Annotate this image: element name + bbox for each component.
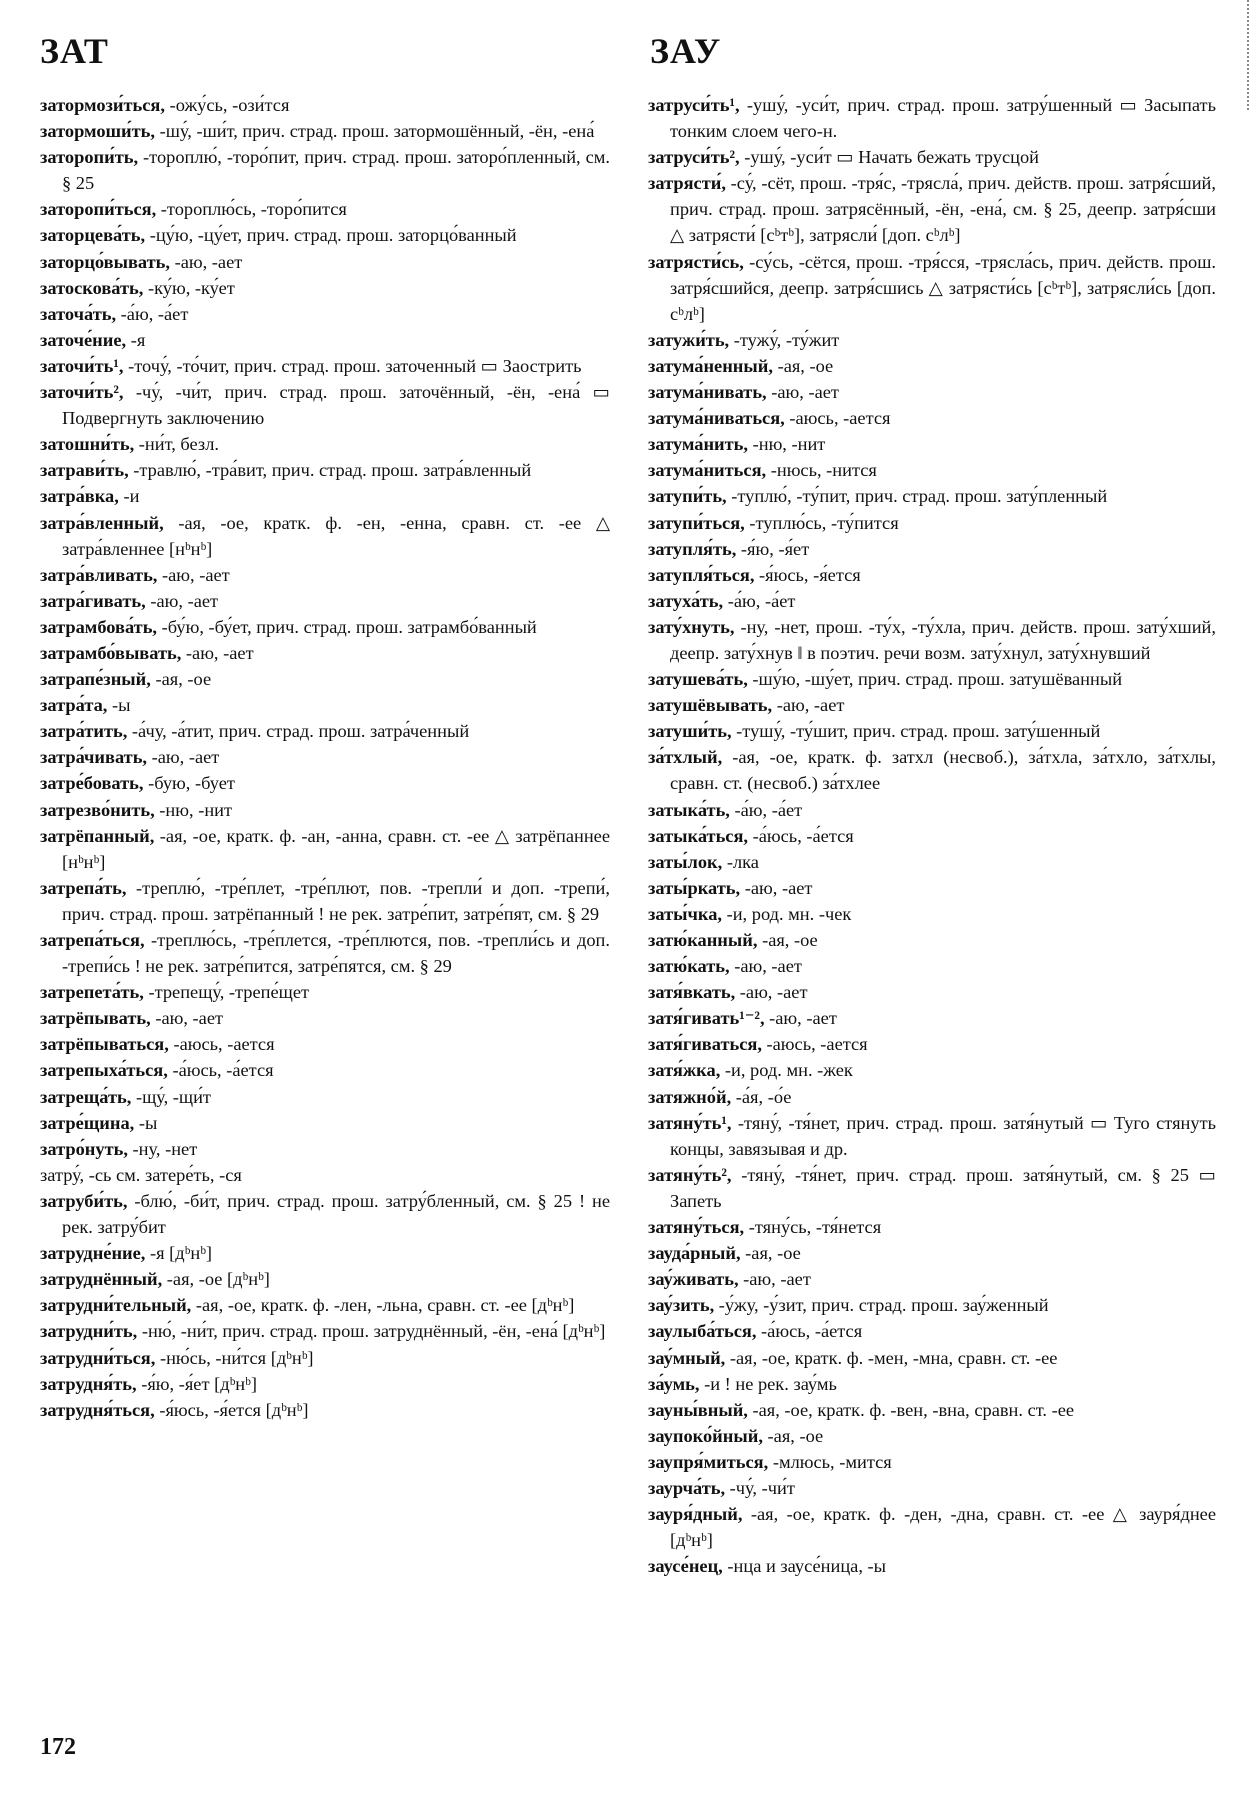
dictionary-entry (40, 718, 610, 744)
dictionary-entry (648, 744, 1216, 796)
entry-headword: затрамбова́ть, (40, 616, 158, 637)
entry-forms: -тяну́, -тя́нет, прич. страд. прош. затя́нутый, см. § 25 ▭ Запеть (670, 1164, 1216, 1211)
dictionary-entry (648, 1475, 1216, 1501)
dictionary-entry (648, 483, 1216, 509)
entry-forms: -ну, -нет, прош. -ту́х, -ту́хла, прич. действ. прош. зату́хший, деепр. зату́хнув ‖ в поэтич. речи возм. зату́хнул, зату́хнувший (670, 616, 1216, 663)
entry-headword: зату́хнуть, (648, 616, 735, 637)
right-running-head: ЗАУ (650, 31, 722, 71)
entry-headword: затре́щина, (40, 1112, 135, 1133)
entry-headword: затрудни́ться, (40, 1347, 156, 1368)
entry-forms: -у́жу, -у́зит, прич. страд. прош. зау́женный (714, 1295, 1049, 1316)
entry-forms: -блю́, -би́т, прич. страд. прош. затру́бленный, см. § 25 ! не рек. затру́бит (62, 1190, 610, 1238)
entry-headword: затра́чивать, (40, 747, 148, 768)
entry-forms: -а́я, -о́е (731, 1086, 792, 1107)
entry-headword: затума́нить, (648, 434, 748, 455)
entry-forms: -аю, -ает (181, 642, 254, 663)
entry-forms: -аю, -ает (772, 695, 845, 716)
entry-forms: -ая, -ое (740, 1243, 801, 1264)
entry-forms: -аю, -ает (147, 747, 220, 768)
entry-headword: затупи́ться, (648, 512, 745, 533)
entry-forms: -а́юсь, -а́ется (748, 825, 854, 846)
dictionary-entry (40, 927, 610, 979)
entry-headword: затро́нуть, (40, 1138, 128, 1159)
entry-headword: затушева́ть, (648, 669, 748, 690)
entry-forms: -треплю́, -тре́плет, -тре́плют, пов. -трепли́ и доп. -трепи́, прич. страд. прош. затрёпанный ! не рек. затре́пит, затре́пят, см. § 29 (62, 877, 610, 924)
dictionary-entry (648, 849, 1216, 875)
entry-headword: зауря́дный, (648, 1504, 743, 1525)
entry-headword: зау́зить, (648, 1295, 715, 1316)
dictionary-entry (648, 797, 1216, 823)
entry-forms: -ая, -ое, кратк. ф. -ен, -енна, сравн. ст. -ее △ затра́вленнее [нᵇнᵇ] (62, 512, 610, 559)
dictionary-entry (40, 1162, 610, 1188)
entry-headword: затрепета́ть, (40, 982, 144, 1003)
entry-headword: затруси́ть¹, (648, 95, 740, 115)
entry-headword: затрёпанный, (40, 825, 155, 846)
entry-headword: затяжно́й, (648, 1086, 732, 1107)
entry-headword: затра́тить, (40, 721, 128, 742)
dictionary-entry (40, 562, 610, 588)
dictionary-entry (648, 510, 1216, 536)
dictionary-entry (40, 1110, 610, 1136)
entry-forms: -ая, -ое (772, 355, 834, 376)
entry-headword: затума́нивать, (648, 382, 767, 403)
entry-headword: заты́лок, (648, 851, 723, 872)
entry-forms: -и ! не рек. зау́мь (699, 1373, 837, 1394)
entry-headword: затю́канный, (648, 930, 758, 950)
entry-forms: -и (118, 486, 140, 507)
entry-forms: -ни́т, безл. (134, 434, 219, 455)
entry-headword: зауда́рный, (648, 1243, 741, 1264)
entry-forms: -аю, -ает (766, 382, 839, 403)
entry-forms: -чу́, -чи́т (725, 1477, 795, 1498)
entry-headword: затума́ниться, (648, 460, 767, 481)
entry-forms: -ая, -ое, кратк. ф. -вен, -вна, сравн. ст. -ее (747, 1399, 1075, 1420)
entry-forms: -трепещу́, -трепе́щет (143, 982, 310, 1003)
entry-forms: -ы (134, 1112, 158, 1133)
dictionary-entry (648, 1345, 1216, 1371)
entry-headword: затра́вка, (40, 486, 119, 507)
entry-headword: затыка́ться, (648, 825, 749, 846)
dictionary-entry (40, 275, 610, 301)
entry-headword: затя́гивать¹⁻², (648, 1008, 765, 1029)
dictionary-entry (648, 170, 1216, 248)
dictionary-entry (648, 1423, 1216, 1449)
entry-forms: -бу́ю, -бу́ет, прич. страд. прош. затрамбо́ванный (157, 616, 537, 637)
entry-forms: -цу́ю, -цу́ет, прич. страд. прош. заторцо́ванный (145, 225, 517, 246)
dictionary-entry (40, 510, 610, 562)
entry-forms: -тяну́сь, -тя́нется (744, 1217, 882, 1238)
dictionary-entry (40, 1057, 610, 1083)
entry-headword: затяну́ть¹, (648, 1112, 732, 1133)
entry-forms: -туплю́сь, -ту́пится (744, 512, 899, 533)
entry-forms: затру́, -сь см. затере́ть, -ся (40, 1164, 242, 1185)
entry-forms: -травлю́, -тра́вит, прич. страд. прош. затра́вленный (128, 460, 532, 481)
entry-headword: затрёпываться, (40, 1034, 169, 1055)
entry-forms: -ну, -нет (127, 1138, 198, 1159)
entry-forms: -тороплю́сь, -торо́пится (156, 199, 347, 220)
dictionary-entry (648, 1110, 1216, 1162)
entry-forms: -аюсь, -ается (761, 1034, 868, 1055)
entry-headword: затрясти́, (648, 173, 726, 194)
dictionary-entry (648, 1449, 1216, 1475)
entry-headword: затрави́ть, (40, 460, 129, 481)
entry-forms: -тушу́, -ту́шит, прич. страд. прош. зату́шенный (731, 721, 1101, 742)
entry-forms: -нюсь, -нится (766, 460, 877, 481)
dictionary-entry (40, 640, 610, 666)
entry-forms: -треплю́сь, -тре́плется, -тре́плются, пов. -трепли́сь и доп. -трепи́сь ! не рек. затре́пится, затре́пятся, см. § 29 (62, 930, 610, 977)
dictionary-entry (40, 823, 610, 875)
entry-forms: -ню, -нит (748, 434, 826, 455)
entry-headword: затупи́ть, (648, 486, 727, 507)
entry-headword: затошни́ть, (40, 434, 135, 455)
entry-headword: затоскова́ть, (40, 277, 144, 298)
entry-headword: затрудни́ть, (40, 1321, 138, 1342)
entry-forms: -аю, -ает (169, 251, 243, 272)
entry-headword: затя́гиваться, (648, 1034, 762, 1055)
entry-headword: затра́вленный, (40, 512, 164, 533)
dictionary-entry (40, 457, 610, 483)
dictionary-entry (648, 718, 1216, 744)
dictionary-entry (648, 92, 1216, 144)
entry-headword: затре́бовать, (40, 773, 144, 794)
dictionary-entry (648, 353, 1216, 379)
entry-forms: -шу́, -ши́т, прич. страд. прош. затормошённый, -ён, -ена́ (155, 121, 595, 142)
dictionary-entry (40, 353, 610, 379)
entry-headword: затяну́ть², (648, 1164, 732, 1185)
entry-forms: -су́, -сёт, прош. -тря́с, -трясла́, прич. действ. прош. затря́сший, прич. страд. прош. затрясённый, -ён, -ена́, см. § 25, деепр. затря́сши △ затрясти́ [сᵇтᵇ], затрясли́ [доп. сᵇлᵇ] (670, 173, 1216, 246)
entry-headword: затра́гивать, (40, 590, 146, 611)
dictionary-entry (40, 222, 610, 248)
dictionary-entry (40, 979, 610, 1005)
entry-headword: заточе́ние, (40, 329, 127, 350)
entry-headword: заурча́ть, (648, 1477, 726, 1498)
entry-headword: затрудни́тельный, (40, 1295, 192, 1316)
dictionary-entry (40, 379, 610, 431)
dictionary-entry (648, 562, 1216, 588)
dictionary-entry (40, 249, 610, 275)
entry-headword: заторопи́ть, (40, 147, 139, 168)
dictionary-entry (40, 196, 610, 222)
entry-headword: заторцева́ть, (40, 225, 146, 246)
entry-forms: -аюсь, -ается (784, 408, 891, 429)
entry-headword: затуха́ть, (648, 590, 724, 611)
entry-forms: -аю, -ает (735, 982, 808, 1003)
left-column (40, 92, 610, 1423)
dictionary-entry (648, 1397, 1216, 1423)
entry-headword: затра́та, (40, 695, 108, 716)
dictionary-entry (40, 1266, 610, 1292)
entry-headword: затруси́ть², (648, 147, 740, 168)
dictionary-entry (648, 1371, 1216, 1397)
dictionary-entry (648, 666, 1216, 692)
entry-headword: затяну́ться, (648, 1217, 745, 1238)
entry-headword: затреща́ть, (40, 1086, 132, 1107)
dictionary-entry (40, 431, 610, 457)
entry-forms: -бую, -бует (143, 773, 235, 794)
dictionary-entry (40, 92, 610, 118)
entry-forms: -аю, -ает (740, 877, 813, 898)
entry-headword: зауны́вный, (648, 1399, 748, 1420)
entry-headword: затя́вкать, (648, 982, 736, 1003)
entry-headword: затыка́ть, (648, 799, 730, 820)
dictionary-entry (648, 1162, 1216, 1214)
entry-forms: -млюсь, -мится (768, 1451, 892, 1472)
entry-headword: затума́ненный, (648, 355, 773, 376)
dictionary-entry (40, 1318, 610, 1344)
entry-forms: -тяну́, -тя́нет, прич. страд. прош. затя́нутый ▭ Туго стянуть концы, завязывая и др. (670, 1112, 1216, 1159)
dictionary-entry (648, 588, 1216, 614)
dictionary-entry (40, 1084, 610, 1110)
entry-headword: заторопи́ться, (40, 199, 157, 220)
entry-headword: за́тхлый, (648, 747, 723, 768)
entry-forms: -тороплю́, -торо́пит, прич. страд. прош. заторо́пленный, см. § 25 (62, 147, 610, 194)
dictionary-entry (648, 901, 1216, 927)
entry-forms: -ню, -нит (154, 799, 233, 820)
entry-forms: -ая, -ое, кратк. ф. -мен, -мна, сравн. ст. -ее (725, 1347, 1058, 1368)
entry-headword: заточа́ть, (40, 303, 117, 324)
entry-headword: затрудня́ться, (40, 1399, 155, 1420)
entry-headword: затруднённый, (40, 1269, 163, 1290)
entry-forms: -ая, -ое, кратк. ф. -ан, -анна, сравн. ст. -ее △ затрёпаннее [нᵇнᵇ] (62, 825, 610, 872)
entry-forms: -ая, -ое (762, 1425, 824, 1446)
dictionary-entry (648, 875, 1216, 901)
entry-headword: затуши́ть, (648, 721, 732, 742)
dictionary-entry (648, 536, 1216, 562)
dictionary-entry (648, 1031, 1216, 1057)
entry-headword: за́умь, (648, 1373, 700, 1394)
dictionary-entry (648, 927, 1216, 953)
entry-forms: -я [дᵇнᵇ] (145, 1243, 213, 1264)
entry-headword: затруби́ть, (40, 1190, 128, 1211)
dictionary-entry (648, 1318, 1216, 1344)
entry-headword: затужи́ть, (648, 329, 730, 350)
dictionary-entry (648, 405, 1216, 431)
dictionary-entry (40, 1345, 610, 1371)
entry-forms: -а́юсь, -а́ется (167, 1060, 274, 1081)
entry-headword: затрамбо́вывать, (40, 642, 182, 663)
entry-forms: -су́сь, -сётся, прош. -тря́сся, -трясла́сь, прич. действ. прош. затря́сшийся, деепр. затря́сшись △ затрясти́сь [сᵇтᵇ], затрясли́сь [доп. сᵇлᵇ] (670, 251, 1216, 324)
entry-forms: -лка (722, 851, 759, 872)
dictionary-entry (648, 1292, 1216, 1318)
entry-forms: -нца и заусе́ница, -ы (722, 1556, 887, 1577)
entry-forms: -аю, -ает (764, 1008, 837, 1029)
dictionary-entry (648, 1266, 1216, 1292)
entry-forms: -ню́, -ни́т, прич. страд. прош. затруднённый, -ён, -ена́ [дᵇнᵇ] (137, 1321, 606, 1342)
entry-forms: -я́ю, -я́ет (736, 538, 810, 559)
dictionary-entry (648, 1057, 1216, 1083)
dictionary-entry (648, 1501, 1216, 1553)
entry-headword: зау́живать, (648, 1269, 739, 1290)
dictionary-entry (648, 144, 1216, 170)
entry-forms: -щу́, -щи́т (131, 1086, 211, 1107)
dictionary-entry (40, 118, 610, 144)
dictionary-entry (648, 614, 1216, 666)
entry-forms: -ы (107, 695, 131, 716)
entry-forms: -а́юсь, -а́ется (756, 1321, 863, 1342)
dictionary-entry (40, 588, 610, 614)
entry-headword: затрезво́нить, (40, 799, 155, 820)
dictionary-entry (648, 1005, 1216, 1031)
dictionary-entry (40, 144, 610, 196)
dictionary-entry (40, 301, 610, 327)
dictionary-entry (648, 1214, 1216, 1240)
entry-forms: -ая, -ое, кратк. ф. затхл (несвоб.), за́тхла, за́тхло, за́тхлы, сравн. ст. (несвоб.) за́тхлее (670, 747, 1216, 794)
entry-forms: -аю, -ает (738, 1269, 811, 1290)
entry-forms: -и, род. мн. -чек (721, 903, 852, 924)
page-edge-mark (1241, 0, 1249, 110)
entry-forms: -а́ю, -а́ет (729, 799, 803, 820)
entry-forms: -туплю́, -ту́пит, прич. страд. прош. зату́пленный (726, 486, 1108, 507)
entry-forms: -чу́, -чи́т, прич. страд. прош. заточённый, -ён, -ена́ ▭ Подвергнуть заключению (62, 382, 610, 429)
dictionary-entry (648, 1240, 1216, 1266)
entry-forms: -ая, -ое [дᵇнᵇ] (162, 1269, 270, 1290)
dictionary-entry (40, 1397, 610, 1423)
dictionary-entry (648, 379, 1216, 405)
dictionary-entry (40, 666, 610, 692)
dictionary-entry (40, 692, 610, 718)
entry-headword: затрепа́ть, (40, 877, 127, 898)
right-column (648, 92, 1216, 1579)
entry-forms: -ку́ю, -ку́ет (143, 277, 235, 298)
entry-forms: -и, род. мн. -жек (720, 1060, 853, 1081)
entry-headword: заупоко́йный, (648, 1425, 763, 1446)
dictionary-entry (40, 1188, 610, 1240)
dictionary-entry (648, 457, 1216, 483)
dictionary-entry (648, 431, 1216, 457)
entry-headword: заусе́нец, (648, 1556, 723, 1577)
entry-headword: затрепа́ться, (40, 930, 145, 950)
entry-headword: затупля́ться, (648, 564, 755, 585)
entry-forms: -ушу́, -уси́т, прич. страд. прош. затру́шенный ▭ Засыпать тонким слоем чего-н. (670, 95, 1216, 142)
dictionary-entry (648, 692, 1216, 718)
left-running-head: ЗАТ (40, 31, 109, 71)
dictionary-entry (648, 1553, 1216, 1579)
entry-headword: заточи́ть¹, (40, 355, 124, 376)
entry-headword: затума́ниваться, (648, 408, 785, 429)
entry-headword: затрепыха́ться, (40, 1060, 168, 1081)
entry-headword: затупля́ть, (648, 538, 737, 559)
dictionary-entry (40, 1371, 610, 1397)
dictionary-entry (40, 797, 610, 823)
entry-forms: -а́чу, -а́тит, прич. страд. прош. затра́ченный (127, 721, 470, 742)
dictionary-entry (40, 1240, 610, 1266)
dictionary-entry (40, 1136, 610, 1162)
entry-headword: затрёпывать, (40, 1008, 151, 1029)
entry-headword: затра́вливать, (40, 564, 158, 585)
entry-headword: заупря́миться, (648, 1451, 769, 1472)
dictionary-entry (40, 1031, 610, 1057)
entry-headword: заточи́ть², (40, 382, 124, 403)
entry-headword: заты́чка, (648, 903, 722, 924)
dictionary-entry (40, 770, 610, 796)
entry-forms: -ая, -ое, кратк. ф. -ден, -дна, сравн. ст. -ее △ зауря́днее [дᵇнᵇ] (670, 1504, 1216, 1551)
entry-forms: -ню́сь, -ни́тся [дᵇнᵇ] (155, 1347, 314, 1368)
dictionary-entry (40, 1292, 610, 1318)
entry-forms: -ая, -ое (757, 930, 818, 950)
entry-headword: затрудня́ть, (40, 1373, 137, 1394)
entry-forms: -ожу́сь, -ози́тся (164, 95, 290, 115)
entry-forms: -шу́ю, -шу́ет, прич. страд. прош. затушёванный (747, 669, 1123, 690)
entry-forms: -я́ю, -я́ет [дᵇнᵇ] (136, 1373, 257, 1394)
entry-headword: заторцо́вывать, (40, 251, 170, 272)
entry-headword: заты́ркать, (648, 877, 741, 898)
entry-forms: -аюсь, -ается (168, 1034, 275, 1055)
entry-headword: затушёвывать, (648, 695, 773, 716)
entry-forms: -аю, -ает (145, 590, 219, 611)
entry-headword: затрапе́зный, (40, 669, 151, 690)
entry-headword: зау́мный, (648, 1347, 726, 1368)
dictionary-entry (648, 1084, 1216, 1110)
entry-headword: затрудне́ние, (40, 1243, 146, 1264)
dictionary-entry (648, 249, 1216, 327)
dictionary-entry (40, 483, 610, 509)
dictionary-entry (648, 979, 1216, 1005)
dictionary-entry (40, 614, 610, 640)
entry-forms: -я (126, 329, 146, 350)
dictionary-entry (40, 327, 610, 353)
dictionary-entry (40, 1005, 610, 1031)
dictionary-entry (40, 744, 610, 770)
dictionary-entry (648, 823, 1216, 849)
entry-headword: затрясти́сь, (648, 251, 744, 272)
entry-forms: -я́юсь, -я́ется [дᵇнᵇ] (154, 1399, 309, 1420)
entry-forms: -ушу́, -уси́т ▭ Начать бежать трусцой (739, 147, 1039, 168)
entry-headword: затю́кать, (648, 956, 730, 977)
dictionary-entry (648, 953, 1216, 979)
dictionary-entry (648, 327, 1216, 353)
page-number: 172 (40, 1734, 76, 1760)
entry-headword: затормоши́ть, (40, 121, 156, 142)
entry-headword: затя́жка, (648, 1060, 721, 1081)
entry-forms: -ая, -ое (150, 669, 212, 690)
entry-forms: -ая, -ое, кратк. ф. -лен, -льна, сравн. ст. -ее [дᵇнᵇ] (191, 1295, 575, 1316)
entry-forms: -аю, -ает (729, 956, 802, 977)
entry-headword: заулыба́ться, (648, 1321, 757, 1342)
entry-forms: -а́ю, -а́ет (723, 590, 796, 611)
entry-headword: затормози́ться, (40, 95, 165, 115)
entry-forms: -аю, -ает (157, 564, 230, 585)
dictionary-entry (40, 875, 610, 927)
entry-forms: -аю, -ает (150, 1008, 224, 1029)
entry-forms: -я́юсь, -я́ется (754, 564, 861, 585)
entry-forms: -точу́, -то́чит, прич. страд. прош. заточенный ▭ Заострить (123, 355, 582, 376)
entry-forms: -тужу́, -ту́жит (729, 329, 840, 350)
entry-forms: -а́ю, -а́ет (116, 303, 189, 324)
